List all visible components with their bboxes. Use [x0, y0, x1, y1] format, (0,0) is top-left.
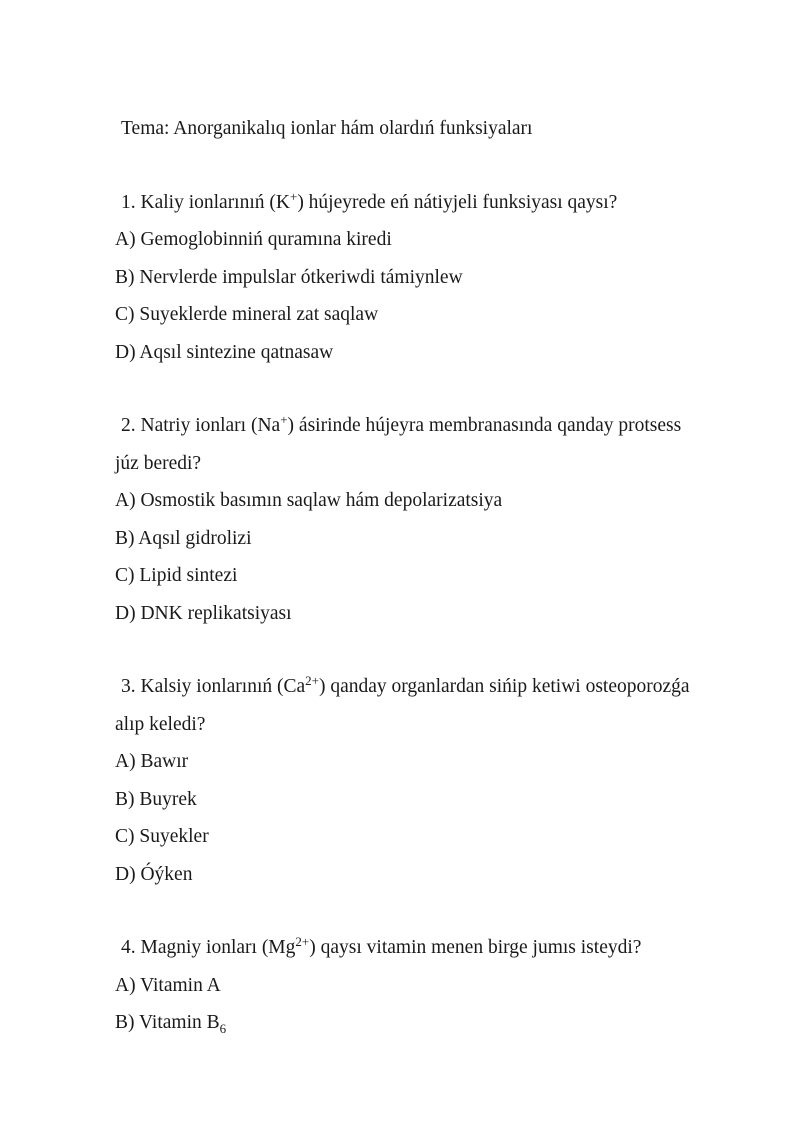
spacer: [115, 893, 755, 929]
question-text-end: ) qaysı vitamin menen birge jumıs isteydi?: [309, 937, 642, 958]
question-number: 3.: [121, 676, 136, 697]
ion-charge: 2+: [295, 934, 310, 949]
question-text-start: Natriy ionları (Na: [140, 415, 281, 436]
question-2: [115, 407, 755, 632]
ion-charge: 2+: [305, 673, 319, 688]
question-text-continued: júz beredi?: [115, 452, 202, 474]
question-number: 1.: [121, 191, 136, 213]
ion-charge: +: [289, 188, 298, 204]
option-b-text: B) Vitamin B: [115, 1012, 220, 1033]
question-number: 2.: [121, 415, 136, 436]
document-page: [115, 110, 755, 1042]
option-d: D) DNK replikatsiyası: [115, 602, 292, 624]
question-text-start: Kaliy ionlarınıń (K: [140, 191, 290, 213]
spacer: [115, 371, 755, 407]
option-b: B) Aqsıl gidrolizi: [115, 527, 252, 549]
question-text-end: ) hújeyrede eń nátiyjeli funksiyası qaysı?: [297, 191, 618, 213]
spacer: [115, 148, 755, 184]
question-text: [115, 184, 755, 222]
question-3: [115, 668, 755, 893]
question-text-end: ) ásirinde hújeyra membranasında qanday protsess: [287, 415, 682, 436]
question-text: [115, 407, 755, 445]
option-c: C) Suyeklerde mineral zat saqlaw: [115, 304, 379, 325]
question-1: [115, 184, 755, 372]
vitamin-subscript: 6: [219, 1021, 227, 1036]
option-b: [115, 1004, 755, 1042]
option-a: A) Osmostik basımın saqlaw hám depolarizatsiya: [115, 490, 503, 511]
question-number: 4.: [121, 937, 136, 958]
question-text-continued: alıp keledi?: [115, 713, 206, 735]
question-text-start: Kalsiy ionlarınıń (Ca: [140, 676, 306, 697]
question-text-end: ) qanday organlardan sińip ketiwi osteoporozǵa: [318, 676, 690, 697]
question-text-start: Magniy ionları (Mg: [140, 937, 296, 958]
option-a: A) Bawır: [115, 751, 189, 772]
document-title: Tema: Anorganikalıq ionlar hám olardıń funksiyaları: [121, 118, 533, 139]
option-b: B) Buyrek: [115, 788, 197, 810]
spacer: [115, 632, 755, 668]
question-4: [115, 929, 755, 1042]
ion-charge: +: [280, 412, 288, 427]
option-a: A) Gemoglobinniń quramına kiredi: [115, 229, 392, 250]
question-text: [115, 929, 755, 967]
option-b: B) Nervlerde impulslar ótkeriwdi támiynlew: [115, 266, 463, 288]
option-d: D) Óýken: [115, 863, 193, 885]
option-d: D) Aqsıl sintezine qatnasaw: [115, 341, 334, 363]
option-c: C) Suyekler: [115, 826, 209, 847]
option-a: A) Vitamin A: [115, 974, 221, 996]
question-text: [115, 668, 755, 706]
option-c: C) Lipid sintezi: [115, 565, 238, 586]
